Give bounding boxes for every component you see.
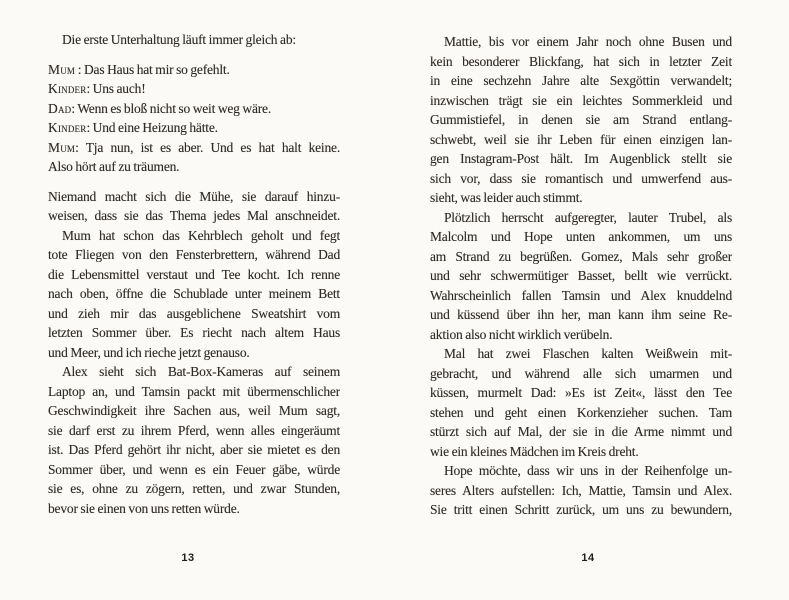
text-line: Alex sieht sich Bat-Box-Kameras auf seinem <box>62 364 340 379</box>
paragraph-block <box>48 30 340 50</box>
text-line: und Meer, und ich rieche jetzt genauso. <box>48 344 250 360</box>
text-line: Plötzlich herrscht aufgeregter, lauter Trubel, als <box>444 209 732 225</box>
text-line: Dad: Wenn es bloß nicht so weit weg wäre. <box>48 100 272 116</box>
speaker-name: Dad <box>48 100 72 116</box>
paragraph-block <box>430 208 732 345</box>
paragraph-block <box>430 461 732 520</box>
text-line: am Strand zu begrüßen. Gomez, Mals sehr großer <box>430 248 732 264</box>
text-line: sie es, ohne zu zögern, retten, und zwar Stunden, <box>48 481 340 496</box>
text-line: sie darf erst zu ihrem Pferd, wenn alles eingeräumt <box>48 422 340 438</box>
text-line: sieht, was leider auch stimmt. <box>430 190 583 205</box>
text-line: sich vor, dass sie romantisch und umwerfend aus- <box>430 170 732 186</box>
text-line: Wahrscheinlich fallen Tamsin und Alex knuddelnd <box>430 287 732 303</box>
text-line: in eine sechzehn Jahre alte Sexgöttin verwandelt; <box>430 73 732 88</box>
text-line: schwebt, weil sie ihr Leben für einen einzigen lan- <box>430 131 732 147</box>
text-line: Sie tritt einen Schritt zurück, um uns zu bewundern, <box>430 502 732 517</box>
paragraph-block <box>48 187 340 226</box>
speaker-name: Kinder <box>48 120 87 135</box>
text-line: gebracht, und während alle sich umarmen und <box>430 365 732 381</box>
speaker-name: Mum <box>48 61 76 77</box>
text-line: bevor sie einen von uns retten würde. <box>48 500 240 516</box>
text-line: Niemand macht sich die Mühe, sie darauf hinzu- <box>48 188 340 204</box>
text-line: gen Instagram-Post hält. Im Augenblick stellt sie <box>430 151 732 166</box>
paragraph-block <box>48 226 340 363</box>
page-number-right: 14 <box>581 552 595 564</box>
text-line: Gummistiefel, in denen sie am Strand entlang- <box>430 112 732 127</box>
text-line: seres Alters aufstellen: Ich, Mattie, Tamsin und Alex. <box>430 482 732 498</box>
text-line: und küssend über ihn her, man kann ihm seine Re- <box>430 307 732 322</box>
text-line: wie ein kleines Mädchen im Kreis dreht. <box>430 443 639 459</box>
text-line: küssen, murmelt Dad: »Es ist Zeit«, lässt den Tee <box>430 385 732 400</box>
text-line: Mal hat zwei Flaschen kalten Weißwein mit- <box>444 346 732 361</box>
text-line: stürzt sich auf Mal, der sie in die Arme nimmt und <box>430 424 732 439</box>
speaker-name: Mum <box>48 139 76 155</box>
text-line: und zieh mir das ausgeblichene Sweatshirt vom <box>48 305 340 321</box>
text-line: Laptop an, und Tamsin packt mit übermenschlicher <box>48 383 340 399</box>
text-line: ist. Das Pferd gehört ihr nicht, aber sie mietet es den <box>48 442 340 457</box>
page-left-text <box>48 30 340 518</box>
text-line: Kinder: Und eine Heizung hätte. <box>48 120 218 135</box>
text-line: Mum : Das Haus hat mir so gefehlt. <box>48 61 230 77</box>
text-line: Mattie, bis vor einem Jahr noch ohne Busen und <box>444 34 732 49</box>
speaker-name: Kinder <box>48 81 87 96</box>
text-line: Mum: Tja nun, ist es aber. Und es hat halt keine. <box>48 139 340 155</box>
paragraph-block <box>48 362 340 518</box>
text-line: Sommer über, und wenn es ein Feuer gäbe, würde <box>48 461 340 477</box>
text-line: die Lebensmittel verstaut und Tee kocht. Ich renne <box>48 266 340 282</box>
text-line: aktion also nicht wirklich verübeln. <box>430 326 613 342</box>
text-line: Die erste Unterhaltung läuft immer gleich ab: <box>62 32 296 47</box>
text-line: inzwischen trägt sie ein leichtes Sommerkleid und <box>430 92 732 108</box>
page-number-left: 13 <box>181 552 195 564</box>
text-line: Also hört auf zu träumen. <box>48 159 180 174</box>
text-line: nach oben, öffne die Schublade unter meinem Bett <box>48 286 340 301</box>
text-line: Geschwindigkeit ihre Sachen aus, weil Mum sagt, <box>48 403 340 418</box>
text-line: stehen und geht einen Korkenzieher suchen. Tam <box>430 404 732 420</box>
text-line: Kinder: Uns auch! <box>48 81 146 96</box>
text-line: kein besonderer Blickfang, hat sich in letzter Zeit <box>430 53 732 69</box>
text-line: tote Fliegen von den Fensterbrettern, während Dad <box>48 247 340 262</box>
page-right-text <box>430 32 732 520</box>
dialogue-block <box>48 60 340 177</box>
text-line: Mum hat schon das Kehrblech geholt und fegt <box>62 227 340 243</box>
text-line: letzten Sommer über. Es riecht nach altem Haus <box>48 325 340 340</box>
text-line: Malcolm und Hope unten ankommen, um uns <box>430 229 732 244</box>
text-line: Hope möchte, dass wir uns in der Reihenfolge un- <box>444 463 732 478</box>
text-line: und sehr schwermütiger Basset, bellt wie verrückt. <box>430 268 732 283</box>
text-line: weisen, dass sie das Thema jedes Mal anschneidet. <box>48 208 340 223</box>
paragraph-block <box>430 32 732 208</box>
paragraph-block <box>430 344 732 461</box>
